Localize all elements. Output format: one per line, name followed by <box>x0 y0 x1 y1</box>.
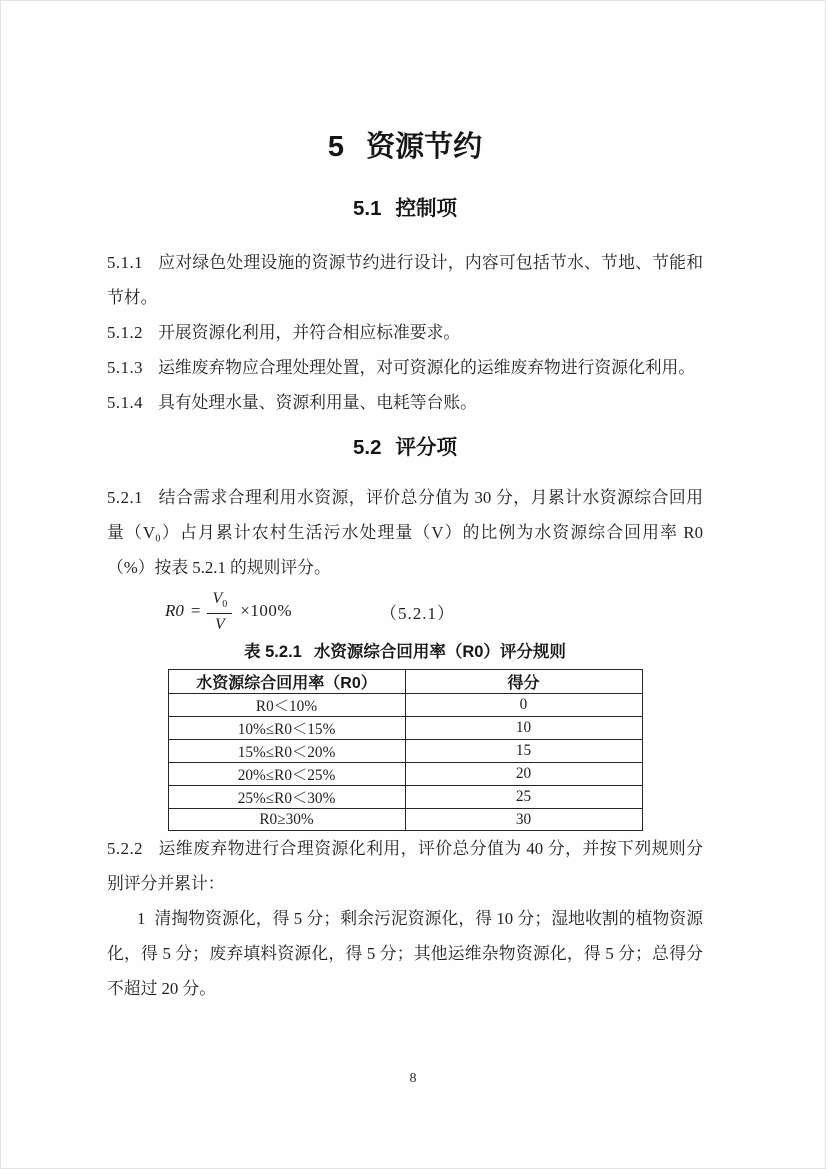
table-row <box>168 763 642 786</box>
clause-5-1-4 <box>107 385 703 420</box>
clause-text: 应对绿色处理设施的资源节约进行设计，内容可包括节水、节地、节能和节材。 <box>107 253 703 307</box>
chapter-title <box>107 127 703 167</box>
clause-5-2-1 <box>107 480 703 585</box>
table-cell-rate: 15%≤R0＜20% <box>168 740 405 763</box>
section-number: 5.2 <box>353 436 382 459</box>
clause-number: 5.1.2 <box>107 323 144 342</box>
table-row <box>168 717 642 740</box>
clause-text: 结合需求合理利用水资源，评价总分值为 30 分，月累计水资源综合回用量（V₀）占月累计农村生活污水处理量（V）的比例为水资源综合回用率 R0（%）按表 5.2.1 的规则评分。 <box>107 488 703 577</box>
clause-text: 运维废弃物进行合理资源化利用，评价总分值为 40 分，并按下列规则分别评分并累计： <box>107 839 703 893</box>
table-cell-rate: R0＜10% <box>168 694 405 717</box>
table-caption <box>107 639 703 665</box>
clause-5-1-3 <box>107 350 703 385</box>
section-5-2-body <box>107 480 703 1006</box>
clause-text: 运维废弃物应合理处理处置，对可资源化的运维废弃物进行资源化利用。 <box>158 358 696 377</box>
formula-5-2-1 <box>165 587 703 635</box>
fraction-denominator: V <box>214 616 225 634</box>
table-header-row <box>168 670 642 694</box>
clause-number: 5.2.2 <box>107 839 144 858</box>
formula-equation-number: （5.2.1） <box>380 603 456 623</box>
subitem-5-2-2-1 <box>107 901 703 1006</box>
chapter-number: 5 <box>327 131 345 163</box>
section-heading-5-2 <box>107 434 703 462</box>
table-row <box>168 809 642 831</box>
table-cell-score: 25 <box>405 786 642 809</box>
section-heading-5-1 <box>107 195 703 223</box>
table-cell-score: 0 <box>405 694 642 717</box>
table-cell-score: 15 <box>405 740 642 763</box>
table-header-rate: 水资源综合回用率（R0） <box>168 670 405 694</box>
section-title-text: 评分项 <box>395 436 457 459</box>
formula-equals: = <box>190 601 201 620</box>
table-row <box>168 694 642 717</box>
table-cell-rate: R0≥30% <box>168 809 405 831</box>
page-number: 8 <box>409 1071 417 1086</box>
clause-number: 5.1.4 <box>107 393 144 412</box>
clause-5-1-1 <box>107 245 703 315</box>
clause-number: 5.2.1 <box>107 488 144 507</box>
table-cell-score: 10 <box>405 717 642 740</box>
table-cell-score: 20 <box>405 763 642 786</box>
table-caption-label: 表 5.2.1 <box>244 643 302 661</box>
scoring-table <box>168 669 643 831</box>
subitem-number: 1 <box>137 909 146 928</box>
table-cell-rate: 20%≤R0＜25% <box>168 763 405 786</box>
formula-lhs: R0 <box>165 601 184 620</box>
clause-text: 开展资源化利用，并符合相应标准要求。 <box>158 323 461 342</box>
numerator-subscript: 0 <box>222 599 228 611</box>
page-content <box>107 1 703 1006</box>
clause-text: 具有处理水量、资源利用量、电耗等台账。 <box>158 393 477 412</box>
section-5-1-body <box>107 245 703 420</box>
table-caption-title: 水资源综合回用率（R0）评分规则 <box>313 643 566 661</box>
table-row <box>168 740 642 763</box>
section-number: 5.1 <box>353 197 382 220</box>
clause-number: 5.1.3 <box>107 358 144 377</box>
formula-factor: ×100% <box>240 601 293 620</box>
section-title-text: 控制项 <box>395 197 457 220</box>
clause-5-1-2 <box>107 315 703 350</box>
clause-5-2-2 <box>107 831 703 901</box>
subitem-text: 清掏物资源化，得 5 分；剩余污泥资源化，得 10 分；湿地收割的植物资源化，得 5 分；废弃填料资源化，得 5 分；其他运维杂物资源化，得 5 分；总得分不超过 20 分。 <box>107 909 703 998</box>
table-cell-score: 30 <box>405 809 642 831</box>
table-cell-rate: 10%≤R0＜15% <box>168 717 405 740</box>
table-header-score: 得分 <box>405 670 642 694</box>
chapter-title-text: 资源节约 <box>366 131 483 163</box>
table-cell-rate: 25%≤R0＜30% <box>168 786 405 809</box>
formula-fraction <box>207 589 232 633</box>
table-row <box>168 786 642 809</box>
fraction-numerator: $V_0$ <box>207 589 232 614</box>
clause-number: 5.1.1 <box>107 253 144 272</box>
